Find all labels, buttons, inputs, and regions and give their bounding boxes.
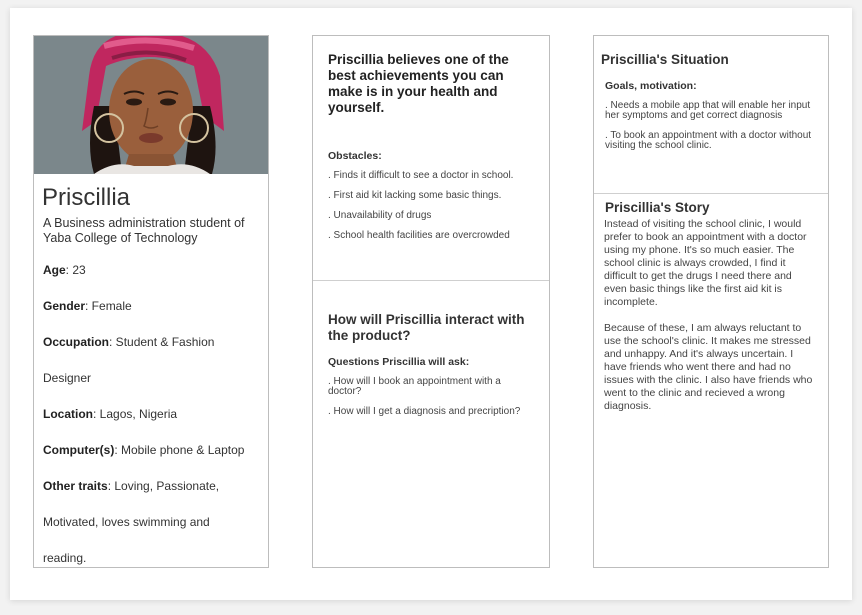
interaction-title: How will Priscillia interact with the product? <box>328 312 525 343</box>
field-value: : Mobile phone & Laptop <box>114 443 245 457</box>
field-value: : Loving, Passionate, <box>107 479 220 493</box>
story-text <box>604 218 816 426</box>
obstacle-item: . Unavailability of drugs <box>328 210 432 221</box>
field-label: Location <box>43 407 93 421</box>
obstacle-item: . First aid kit lacking some basic things. <box>328 190 502 201</box>
obstacle-item: . Finds it difficult to see a doctor in school. <box>328 170 514 181</box>
field-gender <box>43 298 265 334</box>
profile-photo <box>34 36 268 174</box>
field-other-traits-cont <box>43 514 265 550</box>
field-value: : 23 <box>65 263 86 277</box>
field-label: Age <box>43 263 66 277</box>
goals-list <box>605 101 815 161</box>
profile-card <box>33 35 269 568</box>
situation-card <box>593 35 829 568</box>
field-value: : Student & Fashion <box>109 335 215 349</box>
field-label: Other traits <box>43 479 108 493</box>
questions-list <box>328 377 533 427</box>
field-label: Computer(s) <box>43 443 115 457</box>
field-label: Gender <box>43 299 86 313</box>
question-item: . How will I book an appointment with a doctor? <box>328 376 501 397</box>
field-other-traits-cont <box>43 550 265 586</box>
obstacles-label: Obstacles: <box>328 150 382 162</box>
questions-label: Questions Priscillia will ask: <box>328 356 470 368</box>
persona-description: A Business administration student of Yaba College of Technology <box>43 216 245 245</box>
section-divider <box>313 280 549 281</box>
field-value: : Lagos, Nigeria <box>93 407 178 421</box>
section-divider <box>594 193 828 194</box>
field-value: reading. <box>43 551 87 565</box>
field-computers <box>43 442 265 478</box>
field-value: Motivated, loves swimming and <box>43 515 210 529</box>
field-age <box>43 262 265 298</box>
story-paragraph: Instead of visiting the school clinic, I would prefer to book an appointment with a doctor using my phone. It's so much easier. The school clinic is always crowded, I find it difficult to get the drugs I need there and even basic things like the first aid kit is incomplete. <box>604 218 807 308</box>
situation-title: Priscillia's Situation <box>601 52 729 67</box>
persona-name: Priscillia <box>42 184 131 211</box>
goals-label: Goals, motivation: <box>605 80 697 92</box>
goal-item: . To book an appointment with a doctor without visiting the school clinic. <box>605 130 812 151</box>
persona-fields <box>43 262 265 586</box>
field-other-traits <box>43 478 265 514</box>
field-occupation-cont <box>43 370 265 406</box>
goal-item: . Needs a mobile app that will enable her input her symptoms and get correct diagnosis <box>605 100 811 121</box>
field-location <box>43 406 265 442</box>
obstacle-item: . School health facilities are overcrowded <box>328 230 510 241</box>
belief-statement: Priscillia believes one of the best achievements you can make is in your health and yourself. <box>328 52 509 115</box>
field-label: Occupation <box>43 335 110 349</box>
obstacles-list <box>328 171 533 251</box>
field-value: : Female <box>85 299 132 313</box>
field-occupation <box>43 334 265 370</box>
story-title: Priscillia's Story <box>605 200 710 215</box>
field-value: Designer <box>43 371 92 385</box>
persona-sheet <box>10 8 852 600</box>
beliefs-card <box>312 35 550 568</box>
story-paragraph: Because of these, I am always reluctant to use the school's clinic. It makes me stressed and unhappy. And it's always uncertain. I have friends who went there and had no issues with the clinic. I also have friends who went to the clinic and recieved a wrong diagnosis. <box>604 322 813 412</box>
question-item: . How will I get a diagnosis and precription? <box>328 406 521 417</box>
